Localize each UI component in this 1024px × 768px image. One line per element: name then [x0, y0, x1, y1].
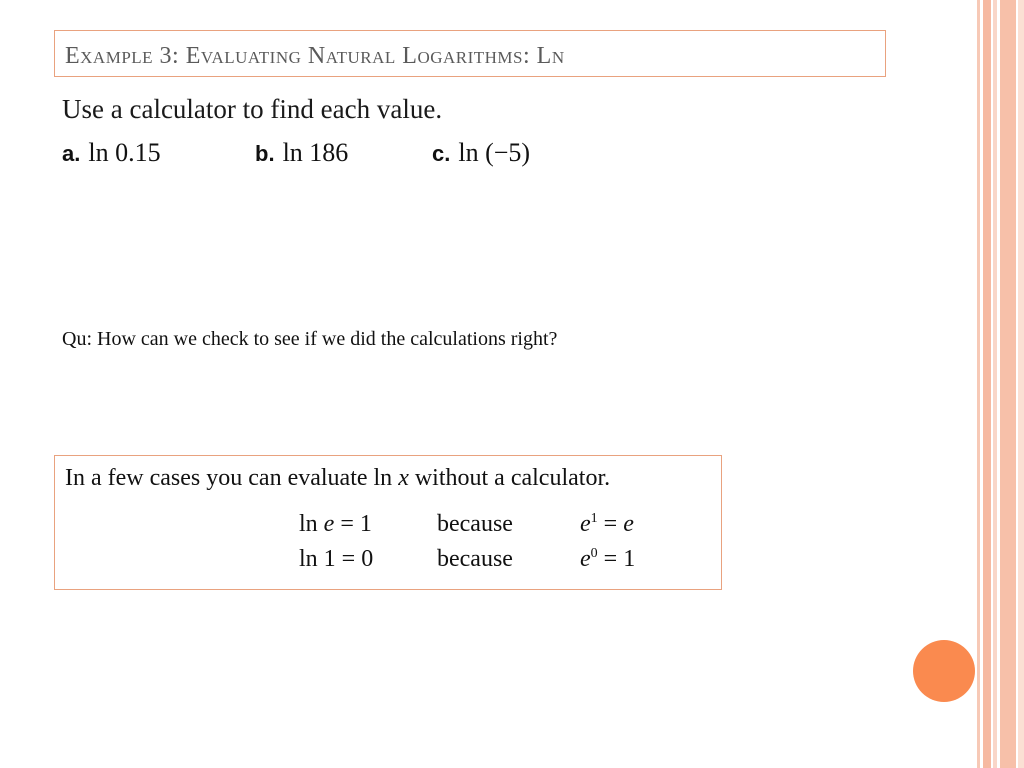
problem-expression: ln (−5): [458, 138, 531, 167]
question-text: Qu: How can we check to see if we did the calculations right?: [62, 328, 558, 350]
identity-rhs: [580, 546, 635, 573]
lhs-text: ln 1 = 0: [299, 546, 374, 572]
decor-stripe: [993, 0, 997, 768]
lhs-text: ln: [299, 511, 324, 537]
identity-rhs: [580, 511, 634, 538]
problem-expression: ln 0.15: [88, 138, 161, 167]
problem-b: [255, 138, 348, 168]
instruction-text: Use a calculator to find each value.: [62, 94, 443, 124]
lhs-text: = 1: [334, 511, 372, 537]
rhs-base: e: [580, 546, 591, 572]
note-intro-text: without a calculator.: [408, 465, 611, 491]
problem-a: [62, 138, 161, 168]
title-box: [54, 30, 886, 77]
note-box: [54, 455, 722, 590]
decor-stripe: [977, 0, 980, 768]
identity-lhs: [299, 511, 372, 538]
decor-stripe: [1018, 0, 1024, 768]
note-intro: [65, 465, 610, 492]
because-word: because: [437, 546, 513, 572]
decor-stripe: [1000, 0, 1016, 768]
rhs-base: e: [580, 511, 591, 537]
identity-lhs: [299, 546, 373, 573]
rhs-exponent: 0: [590, 546, 598, 561]
note-intro-variable: x: [398, 465, 409, 491]
slide-title: Example 3: Evaluating Natural Logarithms: Ln: [65, 43, 565, 69]
lhs-variable: e: [323, 511, 335, 537]
decor-circle: [913, 640, 975, 702]
because-word: because: [437, 511, 513, 537]
problem-label: b.: [255, 141, 275, 166]
rhs-text: = 1: [597, 546, 636, 572]
rhs-text: = e: [597, 511, 634, 537]
problem-expression: ln 186: [282, 138, 349, 167]
problem-label: a.: [62, 141, 81, 166]
decor-stripe: [983, 0, 991, 768]
problem-label: c.: [432, 141, 451, 166]
problem-c: [432, 138, 530, 168]
rhs-exponent: 1: [590, 511, 598, 526]
note-intro-text: In a few cases you can evaluate ln: [65, 465, 399, 491]
